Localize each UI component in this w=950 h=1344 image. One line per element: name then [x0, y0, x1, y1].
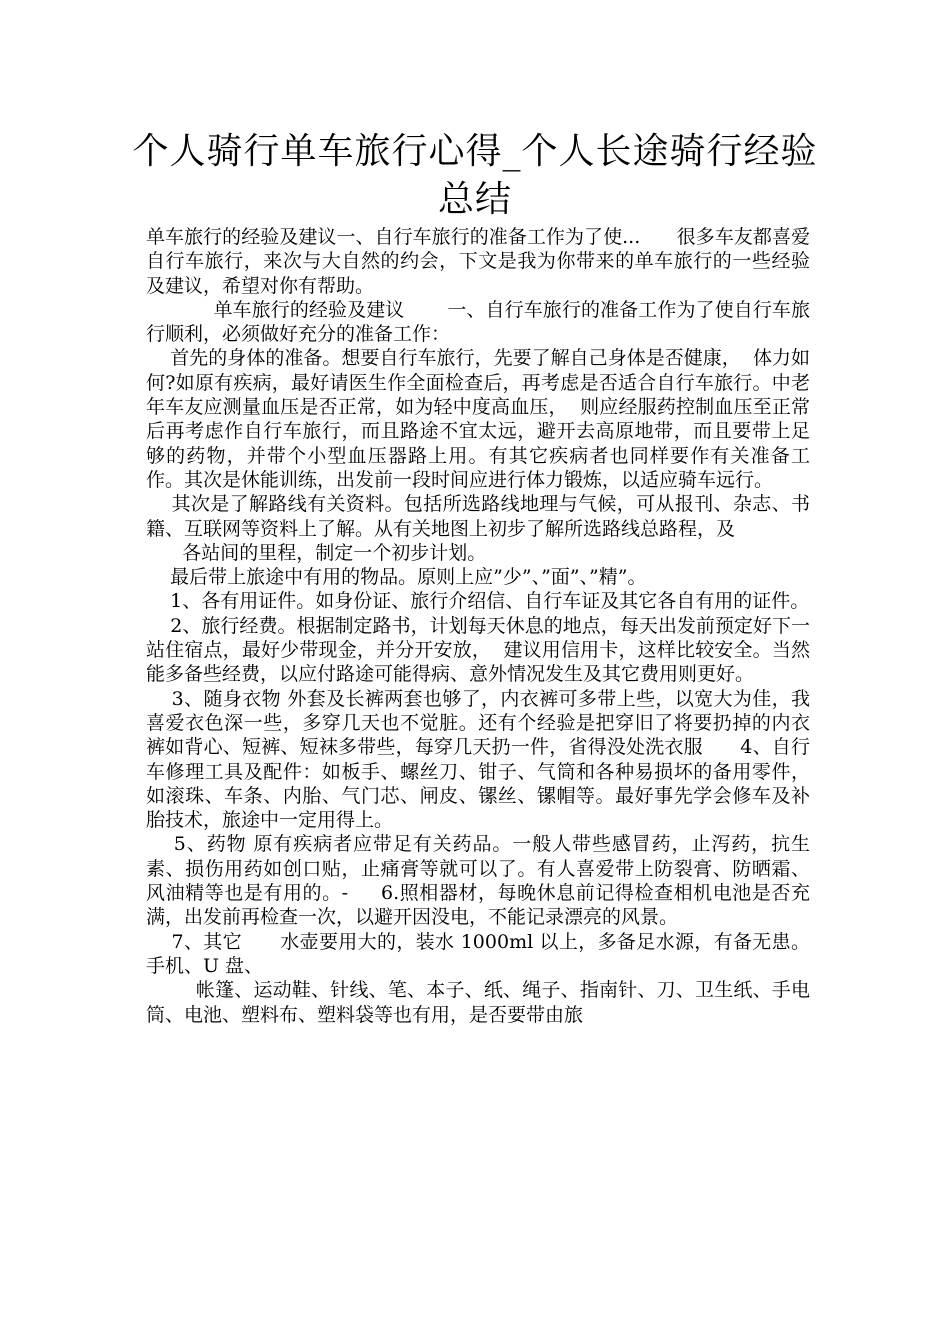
paragraph-physical-preparation: 首先的身体的准备。想要自行车旅行，先要了解自己身体是否健康， 体力如何?如原有疾病，最好请医生作全面检查后，再考虑是否适合自行车旅行。中老年车友应测量血压是否正常，如为轻中度高血压， 则应经服药控制血压至正常后再考虑作自行车旅行，而且路途不宜太远，避开去高原地带，而且要带上足够的药物，并带个小型血压器路上用。有其它疾病者也同样要作有关准备工作。其次是休能训练，出发前一段时间应进行体力锻炼，以适应骑车远行。 [146, 347, 810, 491]
paragraph-item-funds: 2、旅行经费。根据制定路书，计划每天休息的地点，每天出发前预定好下一站住宿点，最好少带现金，并分开安放， 建议用信用卡，这样比较安全。当然能多备些经费，以应付路途可能得病、意外情况发生及其它费用则更好。 [146, 614, 810, 686]
paragraph-item-other: 7、其它 水壶要用大的，装水 1000ml 以上，多备足水源，有备无患。手机、U 盘、 [146, 930, 810, 977]
paragraph-route-research: 其次是了解路线有关资料。包括所选路线地理与气候，可从报刊、杂志、书籍、互联网等资料上了解。从有关地图上初步了解所选路线总路程，及 [146, 493, 810, 540]
paragraph-intro: 单车旅行的经验及建议一、自行车旅行的准备工作为了使... 很多车友都喜爱自行车旅行，来次与大自然的约会，下文是我为你带来的单车旅行的一些经验及建议，希望对你有帮助。 [146, 226, 810, 297]
document-body [146, 225, 810, 1027]
paragraph-item-medicine-camera: 5、药物 原有疾病者应带足有关药品。一般人带些感冒药，止泻药，抗生素、损伤用药如创口贴，止痛膏等就可以了。有人喜爱带上防裂膏、防晒霜、风油精等也是有用的。- 6.照相器材，每晚休息前记得检查相机电池是否充满，出发前再检查一次，以避开因没电，不能记录漂亮的风景。 [146, 833, 810, 929]
paragraph-item-other-list: 帐篷、运动鞋、针线、笔、本子、纸、绳子、指南针、刀、卫生纸、手电筒、电池、塑料布、塑料袋等也有用，是否要带由旅 [146, 979, 810, 1026]
paragraph-useful-items: 最后带上旅途中有用的物品。原则上应”少”、”面”、”精”。 [146, 566, 647, 589]
paragraph-item-documents: 1、各有用证件。如身份证、旅行介绍信、自行车证及其它各自有用的证件。 [146, 590, 810, 613]
document-title: 个人骑行单车旅行心得_个人长途骑行经验总结 [132, 131, 818, 220]
paragraph-route-plan: 各站间的里程，制定一个初步计划。 [146, 541, 487, 564]
paragraph-item-clothing-tools: 3、随身衣物 外套及长裤两套也够了，内衣裤可多带上些，以宽大为佳，我喜爱衣色深一些，多穿几天也不觉脏。还有个经验是把穿旧了将要扔掉的内衣裤如背心、短裤、短袜多带些，每穿几天扔一件，省得没处洗衣服 4、自行车修理工具及配件：如板手、螺丝刀、钳子、气筒和各种易损坏的备用零件，如滚珠、车条、内胎、气门芯、闸皮、镙丝、镙帽等。最好事先学会修车及补胎技术，旅途中一定用得上。 [146, 687, 810, 832]
paragraph-preparation-heading: 单车旅行的经验及建议 一、自行车旅行的准备工作为了使自行车旅行顺利，必须做好充分的准备工作： [146, 298, 811, 346]
